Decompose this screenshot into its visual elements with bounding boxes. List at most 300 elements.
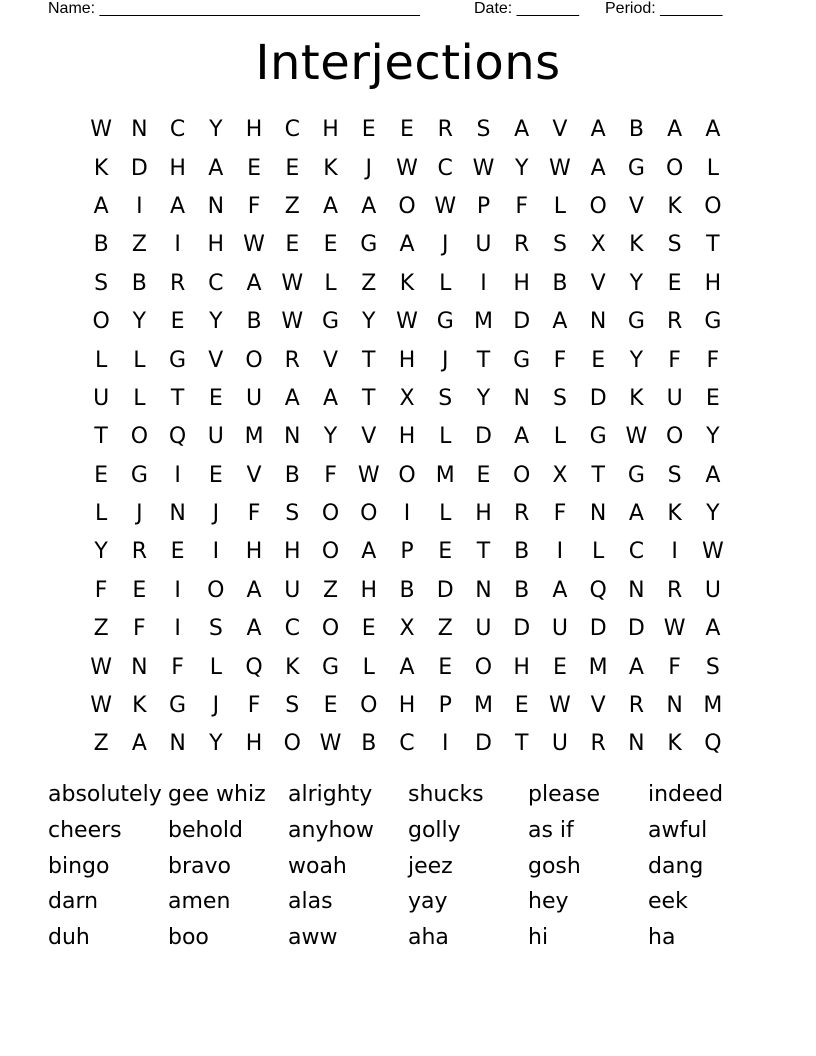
grid-cell: A [93, 193, 109, 219]
grid-cell: O [207, 577, 225, 603]
grid-cell: G [627, 155, 645, 181]
grid-cell: H [475, 501, 492, 527]
grid-cell: D [513, 616, 531, 642]
grid-cell: I [403, 501, 411, 527]
grid-cell: T [706, 232, 720, 258]
grid-cell: A [705, 462, 721, 488]
grid-cell: R [666, 577, 683, 603]
grid-cell: F [515, 193, 529, 219]
grid-cell: O [321, 539, 340, 565]
grid-cell: H [398, 693, 416, 719]
grid-cell: N [475, 577, 492, 603]
grid-cell: H [322, 117, 339, 143]
grid-cell: W [90, 693, 112, 719]
grid-cell: L [706, 155, 719, 181]
grid-cell: Y [209, 117, 223, 143]
grid-cell: H [704, 270, 722, 296]
word-bank-item: anyhow [288, 817, 374, 843]
grid-cell: K [399, 270, 415, 296]
word-bank-item: absolutely [48, 782, 162, 807]
grid-cell: A [514, 117, 530, 143]
grid-row [82, 111, 732, 149]
grid-cell: G [169, 693, 187, 719]
grid-cell: D [436, 577, 454, 603]
grid-cell: O [360, 501, 378, 527]
grid-cell: V [628, 193, 644, 219]
grid-row [82, 533, 732, 571]
grid-cell: N [628, 731, 645, 757]
grid-cell: D [627, 616, 645, 642]
grid-cell: A [322, 385, 339, 411]
grid-cell: W [90, 117, 112, 143]
grid-row [82, 380, 732, 418]
grid-row [82, 418, 732, 456]
grid-cell: R [131, 539, 147, 565]
grid-cell: S [552, 232, 567, 258]
grid-cell: E [132, 577, 147, 603]
grid-cell: V [322, 347, 339, 373]
grid-cell: G [436, 309, 454, 335]
grid-cell: O [360, 693, 378, 719]
grid-cell: J [212, 693, 220, 719]
grid-cell: W [549, 155, 571, 181]
grid-row [82, 648, 732, 686]
grid-cell: N [666, 693, 683, 719]
grid-cell: V [246, 462, 262, 488]
grid-cell: L [133, 347, 146, 373]
grid-cell: R [169, 270, 186, 296]
grid-row [82, 149, 732, 187]
grid-cell: B [514, 539, 530, 565]
word-bank-item: bravo [168, 853, 231, 879]
word-bank-item: please [528, 782, 601, 807]
grid-cell: N [589, 309, 607, 335]
grid-row [82, 610, 732, 648]
word-bank-item: aha [408, 925, 449, 951]
grid-cell: S [667, 462, 682, 488]
grid-cell: P [438, 693, 452, 719]
grid-cell: N [169, 731, 186, 757]
word-bank-item: awful [648, 817, 708, 843]
grid-cell: E [208, 385, 223, 411]
grid-cell: N [207, 193, 225, 219]
grid-cell: J [365, 155, 372, 181]
grid-cell: B [514, 577, 530, 603]
grid-row [82, 188, 732, 226]
grid-cell: A [705, 117, 721, 143]
grid-cell: G [169, 347, 187, 373]
grid-cell: K [132, 693, 147, 719]
grid-cell: G [589, 424, 607, 450]
grid-row [82, 687, 732, 725]
grid-cell: E [705, 385, 720, 411]
grid-cell: I [174, 462, 181, 488]
grid-row [82, 495, 732, 533]
grid-cell: H [284, 539, 301, 565]
grid-cell: O [321, 616, 340, 642]
grid-cell: A [667, 117, 683, 143]
grid-cell: U [475, 232, 492, 258]
grid-cell: P [400, 539, 414, 565]
grid-cell: A [590, 117, 606, 143]
grid-cell: W [90, 654, 112, 680]
grid-cell: O [283, 731, 301, 757]
grid-cell: U [475, 616, 492, 642]
grid-cell: L [362, 654, 375, 680]
grid-cell: L [592, 539, 605, 565]
grid-cell: L [133, 385, 146, 411]
grid-cell: L [439, 501, 452, 527]
grid-cell: X [399, 616, 415, 642]
word-bank-item: alas [288, 889, 333, 915]
grid-cell: J [441, 232, 449, 258]
grid-cell: A [246, 616, 262, 642]
grid-cell: D [474, 424, 492, 450]
grid-cell: V [208, 347, 224, 373]
grid-cell: Y [629, 347, 644, 373]
grid-cell: D [474, 731, 492, 757]
grid-cell: E [400, 117, 414, 143]
grid-cell: Y [706, 424, 720, 450]
grid-cell: B [93, 232, 109, 258]
grid-cell: Y [706, 501, 720, 527]
date-field: Date: _______ [474, 0, 579, 17]
grid-cell: O [92, 309, 110, 335]
grid-cell: H [245, 117, 263, 143]
grid-cell: W [472, 155, 495, 181]
grid-cell: N [284, 424, 301, 450]
grid-cell: B [246, 309, 262, 335]
grid-cell: O [589, 193, 607, 219]
grid-cell: N [628, 577, 645, 603]
grid-cell: F [553, 501, 567, 527]
grid-cell: E [247, 155, 261, 181]
grid-cell: E [552, 654, 567, 680]
grid-cell: P [476, 193, 491, 219]
grid-cell: E [438, 654, 453, 680]
word-bank-item: shucks [408, 782, 484, 807]
grid-cell: J [441, 347, 449, 373]
grid-cell: B [552, 270, 568, 296]
grid-cell: H [245, 731, 263, 757]
grid-cell: C [284, 616, 300, 642]
grid-cell: T [591, 462, 605, 488]
grid-cell: Y [94, 539, 108, 565]
grid-cell: Y [476, 385, 491, 411]
grid-cell: I [441, 731, 449, 757]
grid-cell: C [628, 539, 645, 565]
grid-cell: A [552, 309, 568, 335]
grid-cell: E [94, 462, 109, 488]
grid-cell: H [169, 155, 186, 181]
grid-cell: O [321, 501, 340, 527]
word-bank-item: yay [408, 889, 448, 915]
grid-cell: M [703, 693, 723, 719]
word-bank-item: behold [168, 817, 243, 843]
grid-cell: U [551, 731, 568, 757]
grid-cell: A [628, 501, 644, 527]
grid-cell: N [131, 654, 148, 680]
grid-cell: W [549, 693, 571, 719]
grid-cell: D [513, 309, 531, 335]
grid-cell: Q [168, 424, 187, 450]
grid-cell: K [667, 193, 682, 219]
grid-cell: R [437, 117, 453, 143]
grid-cell: M [588, 654, 608, 680]
grid-cell: N [513, 385, 530, 411]
word-bank-item: indeed [648, 782, 724, 807]
grid-cell: G [360, 232, 378, 258]
grid-cell: W [625, 424, 648, 450]
grid-cell: C [208, 270, 224, 296]
grid-cell: D [130, 155, 148, 181]
grid-cell: U [284, 577, 301, 603]
grid-cell: O [398, 462, 416, 488]
grid-cell: T [362, 347, 376, 373]
word-bank-item: jeez [408, 853, 453, 879]
grid-cell: K [667, 731, 682, 757]
grid-cell: L [94, 501, 108, 527]
grid-cell: F [706, 347, 720, 373]
grid-cell: A [399, 232, 415, 258]
grid-row [82, 303, 732, 341]
grid-cell: N [589, 501, 607, 527]
grid-cell: U [551, 616, 568, 642]
grid-row [82, 572, 732, 610]
grid-cell: H [398, 347, 416, 373]
grid-cell: L [439, 424, 452, 450]
grid-cell: X [552, 462, 568, 488]
grid-cell: Z [93, 616, 109, 642]
grid-cell: W [396, 155, 418, 181]
grid-cell: I [136, 193, 143, 219]
grid-cell: W [396, 309, 418, 335]
word-bank-item: hey [528, 889, 569, 915]
grid-cell: A [361, 193, 377, 219]
grid-cell: A [246, 270, 262, 296]
word-bank-item: darn [48, 889, 99, 915]
grid-cell: U [704, 577, 721, 603]
grid-row [82, 725, 732, 763]
grid-cell: B [399, 577, 415, 603]
grid-cell: T [476, 539, 491, 565]
grid-cell: Z [361, 270, 377, 296]
grid-cell: I [556, 539, 564, 565]
grid-cell: V [590, 270, 606, 296]
word-bank-item: as if [528, 817, 574, 843]
word-bank-item: bingo [48, 853, 110, 879]
grid-cell: E [361, 616, 376, 642]
grid-cell: A [514, 424, 530, 450]
grid-cell: V [361, 424, 377, 450]
grid-cell: D [589, 616, 607, 642]
grid-cell: R [514, 501, 530, 527]
word-bank-item: gosh [528, 853, 581, 879]
grid-cell: A [705, 616, 721, 642]
grid-cell: N [131, 117, 148, 143]
grid-cell: F [668, 347, 681, 373]
grid-cell: F [247, 693, 261, 719]
grid-cell: I [671, 539, 678, 565]
grid-cell: U [93, 385, 110, 411]
grid-cell: Y [323, 424, 338, 450]
grid-cell: G [130, 462, 148, 488]
grid-cell: E [591, 347, 606, 373]
grid-cell: S [285, 501, 300, 527]
grid-cell: A [361, 539, 377, 565]
page-title: Interjections [255, 35, 561, 91]
grid-cell: T [94, 424, 108, 450]
grid-cell: Z [93, 731, 109, 757]
grid-cell: C [284, 117, 300, 143]
grid-cell: W [701, 539, 724, 565]
grid-cell: W [281, 270, 304, 296]
grid-cell: R [666, 309, 683, 335]
grid-cell: F [553, 347, 567, 373]
grid-cell: L [439, 270, 452, 296]
grid-cell: B [284, 462, 300, 488]
grid-cell: J [136, 501, 143, 527]
grid-cell: A [590, 155, 606, 181]
grid-row [82, 265, 732, 303]
grid-cell: W [319, 731, 342, 757]
grid-cell: Q [589, 577, 607, 603]
grid-cell: E [438, 539, 453, 565]
grid-cell: A [552, 577, 568, 603]
word-bank-item: aww [288, 925, 338, 951]
grid-cell: T [170, 385, 185, 411]
grid-cell: I [174, 232, 181, 258]
grid-cell: O [665, 155, 684, 181]
grid-cell: A [246, 577, 262, 603]
grid-cell: O [704, 193, 722, 219]
word-bank-item: cheers [48, 817, 122, 843]
grid-cell: A [284, 385, 300, 411]
grid-cell: S [208, 616, 223, 642]
grid-cell: K [323, 155, 338, 181]
grid-cell: W [281, 309, 304, 335]
grid-cell: W [663, 616, 686, 642]
grid-cell: O [665, 424, 684, 450]
word-bank-item: eek [648, 889, 688, 915]
grid-cell: I [174, 616, 181, 642]
grid-cell: E [170, 539, 185, 565]
grid-cell: E [285, 232, 300, 258]
grid-cell: A [628, 654, 644, 680]
grid-cell: K [93, 155, 109, 181]
grid-cell: S [705, 654, 720, 680]
grid-cell: E [361, 117, 376, 143]
grid-cell: Y [209, 309, 223, 335]
grid-cell: G [321, 654, 340, 680]
grid-cell: T [362, 385, 376, 411]
grid-cell: H [207, 232, 225, 258]
grid-cell: U [666, 385, 683, 411]
word-bank-item: woah [288, 853, 347, 879]
grid-cell: B [628, 117, 644, 143]
grid-cell: Z [437, 616, 453, 642]
grid-cell: S [552, 385, 567, 411]
grid-cell: S [94, 270, 109, 296]
period-field: Period: _______ [605, 0, 723, 17]
grid-cell: M [244, 424, 264, 450]
grid-cell: G [704, 309, 722, 335]
grid-cell: L [553, 193, 567, 219]
grid-cell: R [514, 232, 530, 258]
grid-cell: Y [209, 731, 223, 757]
grid-cell: G [513, 347, 531, 373]
grid-cell: E [514, 693, 529, 719]
grid-cell: W [243, 232, 265, 258]
word-bank [48, 777, 768, 956]
grid-cell: E [667, 270, 682, 296]
grid-cell: H [513, 654, 530, 680]
grid-cell: E [323, 232, 338, 258]
grid-cell: U [246, 385, 263, 411]
grid-cell: W [434, 193, 457, 219]
grid-cell: Y [629, 270, 644, 296]
grid-row [82, 457, 732, 495]
grid-cell: H [360, 577, 378, 603]
grid-cell: G [627, 309, 645, 335]
grid-cell: K [667, 501, 682, 527]
grid-cell: A [208, 155, 224, 181]
grid-cell: M [473, 693, 493, 719]
grid-cell: S [667, 232, 682, 258]
grid-cell: Z [284, 193, 300, 219]
grid-cell: L [209, 654, 222, 680]
word-bank-item: dang [648, 853, 704, 879]
grid-cell: B [361, 731, 377, 757]
grid-cell: K [285, 654, 300, 680]
grid-cell: E [208, 462, 223, 488]
grid-cell: F [324, 462, 337, 488]
grid-cell: C [437, 155, 453, 181]
grid-cell: Q [245, 654, 263, 680]
grid-cell: V [552, 117, 568, 143]
grid-cell: F [94, 577, 108, 603]
grid-cell: Z [322, 577, 339, 603]
grid-cell: H [245, 539, 263, 565]
grid-cell: M [435, 462, 455, 488]
grid-cell: I [212, 539, 220, 565]
grid-cell: Y [132, 309, 147, 335]
grid-cell: R [590, 731, 606, 757]
grid-cell: Z [131, 232, 147, 258]
grid-cell: O [130, 424, 149, 450]
grid-cell: M [473, 309, 493, 335]
grid-cell: L [94, 347, 108, 373]
grid-cell: Q [704, 731, 722, 757]
grid-cell: E [476, 462, 491, 488]
grid-cell: Y [514, 155, 529, 181]
grid-cell: V [590, 693, 606, 719]
grid-cell: K [629, 232, 644, 258]
grid-cell: O [398, 193, 416, 219]
grid-cell: L [553, 424, 567, 450]
grid-cell: R [628, 693, 645, 719]
grid-cell: G [627, 462, 645, 488]
grid-cell: E [285, 155, 300, 181]
grid-cell: J [212, 501, 220, 527]
word-bank-item: amen [168, 889, 231, 915]
grid-cell: F [247, 193, 261, 219]
grid-cell: S [285, 693, 300, 719]
grid-row [82, 226, 732, 264]
grid-cell: F [171, 654, 184, 680]
grid-cell: U [207, 424, 224, 450]
grid-cell: I [480, 270, 487, 296]
